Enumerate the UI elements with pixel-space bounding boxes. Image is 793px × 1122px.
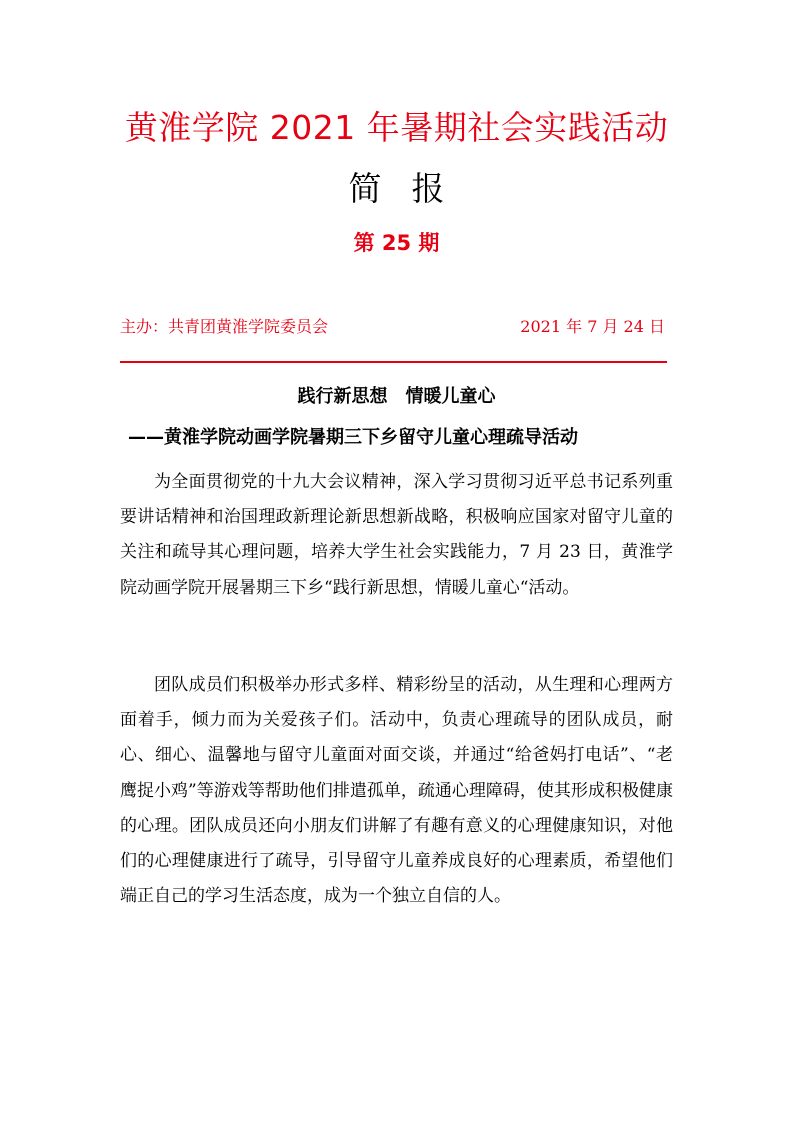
- issue-date: 2021 年 7 月 24 日: [520, 317, 665, 336]
- issue-number: 第 25 期: [353, 231, 440, 255]
- body-paragraph: 团队成员们积极举办形式多样、精彩纷呈的活动，从生理和心理两方面着手，倾力而为关爱孩子们。活动中，负责心理疏导的团队成员，耐心、细心、温馨地与留守儿童面对面交谈，并通过“给爸妈打电话”、“老鹰捉小鸡”等游戏等帮助他们排遣孤单，疏通心理障碍，使其形成积极健康的心理。团队成员还向小朋友们讲解了有趣有意义的心理健康知识，对他们的心理健康进行了疏导，引导留守儿童养成良好的心理素质，希望他们端正自己的学习生活态度，成为一个独立自信的人。: [120, 675, 673, 907]
- article-title: 践行新思想 情暖儿童心: [297, 386, 496, 407]
- body-paragraph: 为全面贯彻党的十九大会议精神，深入学习贯彻习近平总书记系列重要讲话精神和治国理政新理论新思想新战略，积极响应国家对留守儿童的关注和疏导其心理问题，培养大学生社会实践能力，7 月 23 日，黄淮学院动画学院开展暑期三下乡“践行新思想，情暖儿童心“活动。: [120, 472, 673, 598]
- bulletin-title: 黄淮学院 2021 年暑期社会实践活动: [124, 108, 669, 147]
- bulletin-subtitle: 简报: [348, 169, 475, 208]
- header-divider: [120, 361, 667, 363]
- sponsor-line: [120, 313, 670, 341]
- sponsor-text: 主办：共青团黄淮学院委员会: [120, 317, 329, 336]
- article-subtitle: ——黄淮学院动画学院暑期三下乡留守儿童心理疏导活动: [128, 427, 578, 448]
